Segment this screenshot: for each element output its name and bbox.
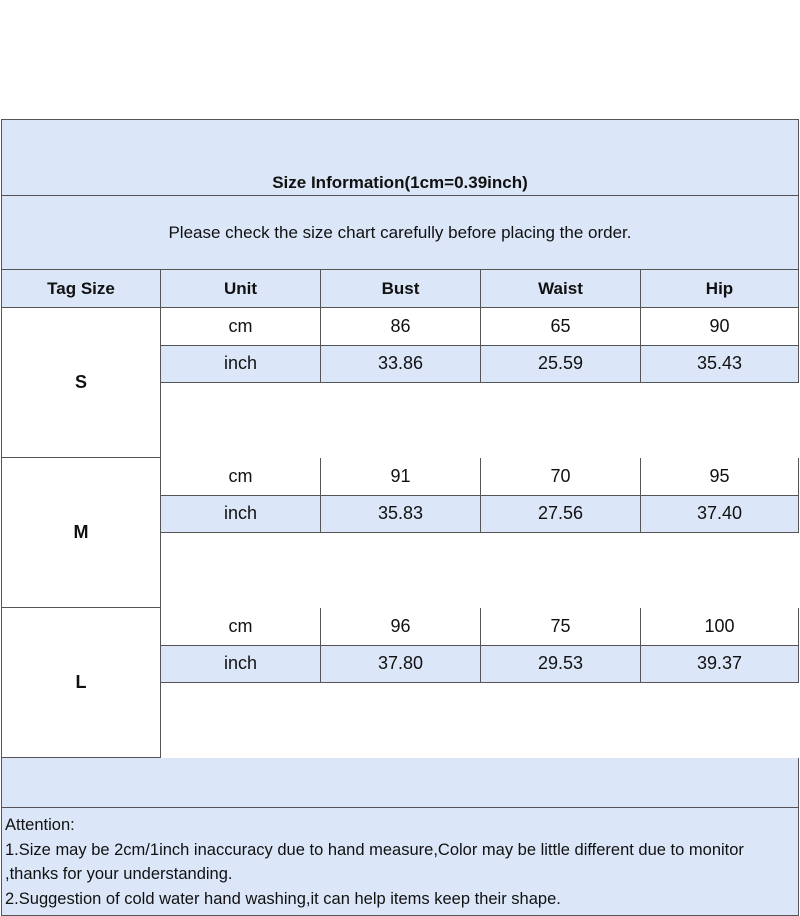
notice-text: Please check the size chart carefully before placing the order. bbox=[2, 196, 799, 270]
table-row bbox=[161, 646, 799, 684]
tag-size-cell: M bbox=[2, 458, 161, 608]
bust-cell: 91 bbox=[321, 458, 481, 496]
bust-cell: 96 bbox=[321, 608, 481, 646]
header-bust: Bust bbox=[321, 270, 481, 308]
waist-cell: 65 bbox=[481, 308, 641, 346]
waist-cell: 75 bbox=[481, 608, 641, 646]
attention-heading: Attention: bbox=[5, 816, 75, 834]
bust-cell: 35.83 bbox=[321, 496, 481, 534]
tag-size-cell: S bbox=[2, 308, 161, 458]
hip-cell: 100 bbox=[641, 608, 799, 646]
bust-cell: 86 bbox=[321, 308, 481, 346]
waist-cell: 70 bbox=[481, 458, 641, 496]
attention-line-1: 1.Size may be 2cm/1inch inaccuracy due to hand measure,Color may be little different due to monitor ,thanks for your understanding. bbox=[5, 840, 744, 883]
table-row bbox=[161, 346, 799, 384]
hip-cell: 95 bbox=[641, 458, 799, 496]
table-row bbox=[161, 496, 799, 534]
unit-cell: cm bbox=[161, 608, 321, 646]
header-waist: Waist bbox=[481, 270, 641, 308]
waist-cell: 27.56 bbox=[481, 496, 641, 534]
hip-cell: 39.37 bbox=[641, 646, 799, 684]
unit-cell: inch bbox=[161, 346, 321, 384]
tag-size-cell: L bbox=[2, 608, 161, 758]
unit-cell: inch bbox=[161, 646, 321, 684]
waist-cell: 29.53 bbox=[481, 646, 641, 684]
header-unit: Unit bbox=[161, 270, 321, 308]
spacer-row bbox=[2, 758, 799, 808]
chart-title: Size Information(1cm=0.39inch) bbox=[2, 120, 799, 196]
table-row bbox=[161, 608, 799, 646]
table-row bbox=[161, 308, 799, 346]
size-chart-table bbox=[1, 119, 799, 916]
unit-cell: cm bbox=[161, 308, 321, 346]
spacer-cell bbox=[2, 758, 799, 808]
size-group-s bbox=[2, 308, 799, 458]
table-row bbox=[161, 458, 799, 496]
header-hip: Hip bbox=[641, 270, 799, 308]
size-group-m bbox=[2, 458, 799, 608]
size-group-l bbox=[2, 608, 799, 758]
title-row bbox=[2, 120, 799, 196]
hip-cell: 37.40 bbox=[641, 496, 799, 534]
attention-row bbox=[2, 808, 799, 916]
unit-cell: cm bbox=[161, 458, 321, 496]
notice-row bbox=[2, 196, 799, 270]
hip-cell: 35.43 bbox=[641, 346, 799, 384]
hip-cell: 90 bbox=[641, 308, 799, 346]
header-tag-size: Tag Size bbox=[2, 270, 161, 308]
attention-line-2: 2.Suggestion of cold water hand washing,it can help items keep their shape. bbox=[5, 889, 561, 908]
waist-cell: 25.59 bbox=[481, 346, 641, 384]
bust-cell: 33.86 bbox=[321, 346, 481, 384]
header-row bbox=[2, 270, 799, 308]
unit-cell: inch bbox=[161, 496, 321, 534]
bust-cell: 37.80 bbox=[321, 646, 481, 684]
attention-block bbox=[2, 808, 799, 916]
